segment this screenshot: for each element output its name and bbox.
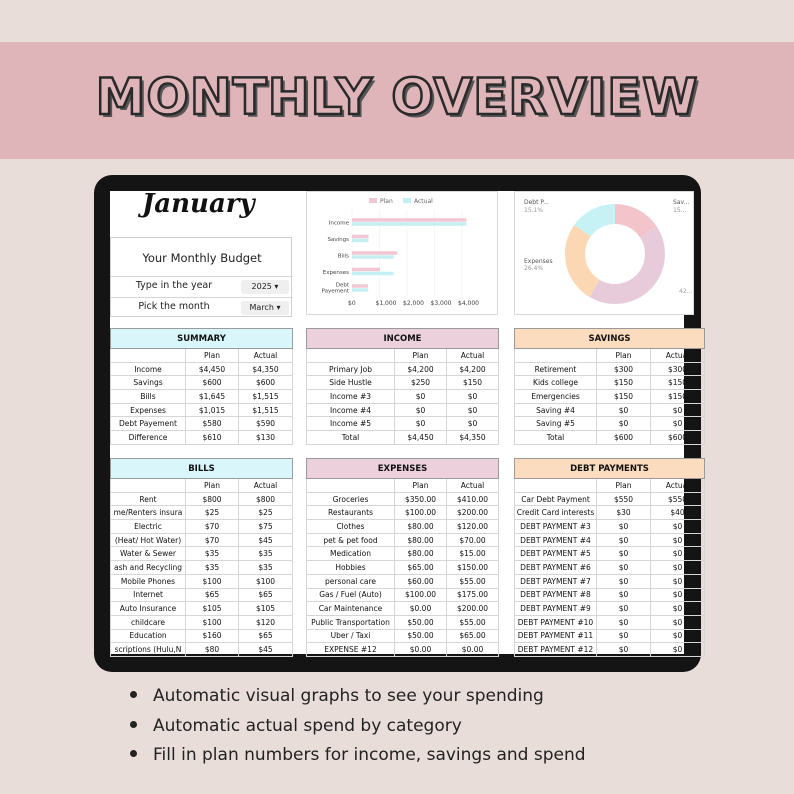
- row-label: Mobile Phones: [111, 574, 186, 588]
- table-row: [111, 602, 293, 616]
- actual-cell[interactable]: $0: [651, 547, 705, 561]
- bullet-dot-icon: [130, 721, 137, 728]
- bar-plan-3: [352, 268, 380, 272]
- plan-cell[interactable]: $50.00: [395, 615, 447, 629]
- table-row: [307, 362, 499, 376]
- table-row: [111, 390, 293, 404]
- actual-cell[interactable]: $70.00: [447, 533, 499, 547]
- plan-cell[interactable]: $1,645: [186, 390, 239, 404]
- plan-cell[interactable]: $80.00: [395, 533, 447, 547]
- row-label: Emergencies: [515, 390, 597, 404]
- plan-cell[interactable]: $100: [186, 615, 239, 629]
- table-row: [307, 533, 499, 547]
- row-label: Expenses: [111, 403, 186, 417]
- row-label: Water & Sewer: [111, 547, 186, 561]
- pie-slice-bills: [590, 226, 665, 304]
- row-label: Electric: [111, 520, 186, 534]
- table-row: [515, 602, 705, 616]
- table-row: [307, 431, 499, 445]
- plan-cell[interactable]: $0.00: [395, 643, 447, 657]
- column-header-plan: Plan: [597, 349, 651, 363]
- category-label: Payement: [321, 288, 349, 295]
- actual-cell[interactable]: $45: [239, 533, 293, 547]
- pie-pct-right: 42...: [679, 288, 693, 295]
- actual-cell[interactable]: $120.00: [447, 520, 499, 534]
- actual-cell[interactable]: $410.00: [447, 492, 499, 506]
- row-label: Public Transportation: [307, 615, 395, 629]
- plan-cell[interactable]: $50.00: [395, 629, 447, 643]
- summary-header: SUMMARY: [111, 329, 293, 349]
- row-label: Credit Card interests: [515, 506, 597, 520]
- actual-cell[interactable]: $0: [651, 602, 705, 616]
- table-row: [111, 520, 293, 534]
- row-label: Bills: [111, 390, 186, 404]
- column-header-blank: [307, 479, 395, 493]
- bar-actual-1: [352, 239, 369, 243]
- row-label: Auto Insurance: [111, 602, 186, 616]
- plan-cell[interactable]: $65.00: [395, 561, 447, 575]
- row-label: Groceries: [307, 492, 395, 506]
- bullet-dot-icon: [130, 691, 137, 698]
- row-label: Retirement: [515, 362, 597, 376]
- row-label: me/Renters insura: [111, 506, 186, 520]
- legend-swatch-actual: [403, 198, 411, 203]
- row-label: Car Maintenance: [307, 602, 395, 616]
- column-header-plan: Plan: [395, 479, 447, 493]
- plan-cell[interactable]: $300: [597, 362, 651, 376]
- row-label: DEBT PAYMENT #6: [515, 561, 597, 575]
- table-row: [307, 506, 499, 520]
- column-header-actual: Actual: [239, 349, 293, 363]
- table-row: [307, 492, 499, 506]
- column-header-actual: Actual: [447, 349, 499, 363]
- plan-cell[interactable]: $4,450: [395, 431, 447, 445]
- bar-plan-0: [352, 218, 466, 222]
- table-row: [307, 629, 499, 643]
- row-label: ash and Recycling: [111, 561, 186, 575]
- plan-cell[interactable]: $0: [395, 417, 447, 431]
- plan-cell[interactable]: $0: [597, 561, 651, 575]
- legend-label-actual: Actual: [414, 198, 433, 205]
- row-label: DEBT PAYMENT #4: [515, 533, 597, 547]
- row-label: Restaurants: [307, 506, 395, 520]
- table-row: [111, 403, 293, 417]
- table-row: [307, 588, 499, 602]
- table-row: [515, 506, 705, 520]
- row-label: Hobbies: [307, 561, 395, 575]
- actual-cell[interactable]: $0: [651, 615, 705, 629]
- pick-month-label: Pick the month: [138, 301, 210, 312]
- actual-cell[interactable]: $120: [239, 615, 293, 629]
- actual-cell[interactable]: $0: [447, 403, 499, 417]
- row-label: Difference: [111, 431, 186, 445]
- plan-cell[interactable]: $0: [597, 547, 651, 561]
- actual-cell[interactable]: $0: [651, 574, 705, 588]
- plan-cell[interactable]: $25: [186, 506, 239, 520]
- actual-cell[interactable]: $45: [239, 643, 293, 657]
- budget-box-title: Your Monthly Budget: [142, 251, 262, 265]
- table-row: [307, 561, 499, 575]
- row-label: DEBT PAYMENT #12: [515, 643, 597, 657]
- table-row: [515, 547, 705, 561]
- plan-cell[interactable]: $70: [186, 520, 239, 534]
- plan-actual-bar-chart: [307, 192, 497, 314]
- actual-cell[interactable]: $130: [239, 431, 293, 445]
- row-label: Income #3: [307, 390, 395, 404]
- year-select[interactable]: 2025 ▾: [241, 280, 289, 294]
- actual-cell[interactable]: $150: [447, 376, 499, 390]
- plan-cell[interactable]: $100: [186, 574, 239, 588]
- row-label: Income #4: [307, 403, 395, 417]
- row-label: (Heat/ Hot Water): [111, 533, 186, 547]
- table-row: [307, 547, 499, 561]
- bar-actual-3: [352, 272, 394, 276]
- x-tick-label: $3,000: [430, 300, 452, 307]
- actual-cell[interactable]: $0: [651, 588, 705, 602]
- actual-cell[interactable]: $1,515: [239, 390, 293, 404]
- row-label: pet & pet food: [307, 533, 395, 547]
- plan-cell[interactable]: $150: [597, 376, 651, 390]
- column-header-actual: Actual: [239, 479, 293, 493]
- actual-cell[interactable]: $300: [651, 362, 705, 376]
- plan-cell[interactable]: $250: [395, 376, 447, 390]
- table-row: [111, 574, 293, 588]
- row-label: EXPENSE #12: [307, 643, 395, 657]
- plan-cell[interactable]: $0: [597, 574, 651, 588]
- table-row: [515, 376, 705, 390]
- plan-cell[interactable]: $0: [597, 533, 651, 547]
- actual-cell[interactable]: $65.00: [447, 629, 499, 643]
- row-label: Saving #4: [515, 403, 597, 417]
- column-header-blank: [515, 349, 597, 363]
- table-row: [515, 629, 705, 643]
- bar-actual-2: [352, 255, 394, 259]
- x-tick-label: $1,000: [375, 300, 397, 307]
- month-title: January: [142, 189, 255, 219]
- table-row: [307, 643, 499, 657]
- actual-cell[interactable]: $200.00: [447, 602, 499, 616]
- actual-cell[interactable]: $65: [239, 629, 293, 643]
- actual-cell[interactable]: $590: [239, 417, 293, 431]
- debt-header: DEBT PAYMENTS: [515, 459, 705, 479]
- row-label: Uber / Taxi: [307, 629, 395, 643]
- table-row: [515, 533, 705, 547]
- row-label: Income #5: [307, 417, 395, 431]
- row-label: Primary Job: [307, 362, 395, 376]
- row-label: Total: [515, 431, 597, 445]
- category-label: Bills: [337, 253, 349, 260]
- actual-cell[interactable]: $4,350: [447, 431, 499, 445]
- row-label: Rent: [111, 492, 186, 506]
- plan-cell[interactable]: $0.00: [395, 602, 447, 616]
- x-tick-label: $4,000: [458, 300, 479, 307]
- plan-cell[interactable]: $0: [597, 417, 651, 431]
- row-label: Kids college: [515, 376, 597, 390]
- table-row: [111, 431, 293, 445]
- plan-cell[interactable]: $0: [395, 390, 447, 404]
- table-row: [111, 561, 293, 575]
- table-row: [515, 574, 705, 588]
- plan-cell[interactable]: $600: [186, 376, 239, 390]
- page-title: MONTHLY OVERVIEW: [95, 68, 699, 126]
- plan-cell[interactable]: $610: [186, 431, 239, 445]
- plan-cell[interactable]: $580: [186, 417, 239, 431]
- plan-cell[interactable]: $60.00: [395, 574, 447, 588]
- savings-table: [514, 328, 705, 445]
- summary-table: [110, 328, 293, 445]
- table-row: [111, 615, 293, 629]
- table-row: [307, 615, 499, 629]
- plan-cell[interactable]: $0: [597, 403, 651, 417]
- row-label: DEBT PAYMENT #10: [515, 615, 597, 629]
- table-row: [307, 390, 499, 404]
- actual-cell[interactable]: $40: [651, 506, 705, 520]
- row-label: personal care: [307, 574, 395, 588]
- plan-cell[interactable]: $35: [186, 561, 239, 575]
- column-header-blank: [307, 349, 395, 363]
- x-tick-label: $0: [348, 300, 356, 307]
- income-header: INCOME: [307, 329, 499, 349]
- plan-cell[interactable]: $30: [597, 506, 651, 520]
- column-header-actual: Actual: [651, 479, 705, 493]
- actual-cell[interactable]: $800: [239, 492, 293, 506]
- bar-plan-1: [352, 235, 369, 239]
- category-label: Income: [328, 220, 349, 227]
- bar-actual-4: [352, 288, 368, 292]
- table-row: [515, 362, 705, 376]
- pie-pct-debt: 15.1%: [524, 207, 544, 214]
- plan-cell[interactable]: $80: [186, 643, 239, 657]
- pie-slice-expenses: [565, 225, 600, 297]
- row-label: Medication: [307, 547, 395, 561]
- table-row: [515, 588, 705, 602]
- table-row: [111, 588, 293, 602]
- pie-label-savings: Sav...: [673, 199, 690, 206]
- actual-cell[interactable]: $65: [239, 588, 293, 602]
- category-label: Savings: [327, 236, 349, 243]
- row-label: Internet: [111, 588, 186, 602]
- x-tick-label: $2,000: [403, 300, 424, 307]
- actual-cell[interactable]: $4,200: [447, 362, 499, 376]
- plan-cell[interactable]: $0: [597, 602, 651, 616]
- column-header-plan: Plan: [186, 349, 239, 363]
- column-header-blank: [515, 479, 597, 493]
- actual-cell[interactable]: $175.00: [447, 588, 499, 602]
- table-row: [111, 643, 293, 657]
- table-row: [515, 431, 705, 445]
- actual-cell[interactable]: $0: [447, 417, 499, 431]
- table-row: [515, 403, 705, 417]
- legend-label-plan: Plan: [380, 198, 393, 205]
- column-header-plan: Plan: [395, 349, 447, 363]
- actual-cell[interactable]: $35: [239, 547, 293, 561]
- actual-cell[interactable]: $0: [651, 403, 705, 417]
- table-row: [515, 520, 705, 534]
- table-row: [515, 417, 705, 431]
- feature-item: Fill in plan numbers for income, savings and spend: [130, 745, 586, 765]
- table-row: [111, 417, 293, 431]
- table-row: [307, 574, 499, 588]
- actual-cell[interactable]: $0: [651, 643, 705, 657]
- row-label: Savings: [111, 376, 186, 390]
- spend-donut-chart: [515, 192, 695, 314]
- row-label: DEBT PAYMENT #11: [515, 629, 597, 643]
- plan-cell[interactable]: $100.00: [395, 506, 447, 520]
- table-row: [111, 629, 293, 643]
- monthly-budget-box: [110, 237, 292, 317]
- savings-header: SAVINGS: [515, 329, 705, 349]
- row-label: childcare: [111, 615, 186, 629]
- actual-cell[interactable]: $600: [239, 376, 293, 390]
- column-header-plan: Plan: [597, 479, 651, 493]
- actual-cell[interactable]: $4,350: [239, 362, 293, 376]
- column-header-plan: Plan: [186, 479, 239, 493]
- feature-item: Automatic visual graphs to see your spending: [130, 686, 544, 706]
- feature-item: Automatic actual spend by category: [130, 716, 462, 736]
- plan-cell[interactable]: $600: [597, 431, 651, 445]
- table-row: [307, 403, 499, 417]
- actual-cell[interactable]: $0: [651, 417, 705, 431]
- plan-cell[interactable]: $350.00: [395, 492, 447, 506]
- plan-cell[interactable]: $0: [597, 588, 651, 602]
- plan-cell[interactable]: $4,200: [395, 362, 447, 376]
- table-row: [515, 390, 705, 404]
- month-select[interactable]: March ▾: [241, 301, 289, 315]
- bar-chart-panel: [306, 191, 498, 315]
- row-label: Car Debt Payment: [515, 492, 597, 506]
- plan-cell[interactable]: $70: [186, 533, 239, 547]
- row-label: DEBT PAYMENT #9: [515, 602, 597, 616]
- actual-cell[interactable]: $35: [239, 561, 293, 575]
- table-row: [515, 643, 705, 657]
- column-header-blank: [111, 349, 186, 363]
- actual-cell[interactable]: $100: [239, 574, 293, 588]
- bar-plan-2: [352, 251, 397, 255]
- actual-cell[interactable]: $150.00: [447, 561, 499, 575]
- plan-cell[interactable]: $0: [597, 643, 651, 657]
- column-header-blank: [111, 479, 186, 493]
- spreadsheet-screen: [110, 189, 693, 655]
- row-label: DEBT PAYMENT #7: [515, 574, 597, 588]
- plan-cell[interactable]: $0: [597, 629, 651, 643]
- actual-cell[interactable]: $0: [651, 520, 705, 534]
- bar-plan-4: [352, 284, 368, 288]
- plan-cell[interactable]: $150: [597, 390, 651, 404]
- table-row: [307, 520, 499, 534]
- row-label: DEBT PAYMENT #3: [515, 520, 597, 534]
- plan-cell[interactable]: $80.00: [395, 520, 447, 534]
- actual-cell[interactable]: $0: [651, 533, 705, 547]
- actual-cell[interactable]: $25: [239, 506, 293, 520]
- row-label: Debt Payement: [111, 417, 186, 431]
- type-year-label: Type in the year: [135, 280, 213, 291]
- plan-cell[interactable]: $0: [597, 520, 651, 534]
- table-row: [111, 376, 293, 390]
- plan-cell[interactable]: $100.00: [395, 588, 447, 602]
- row-label: Education: [111, 629, 186, 643]
- plan-cell[interactable]: $550: [597, 492, 651, 506]
- plan-cell[interactable]: $35: [186, 547, 239, 561]
- table-row: [307, 417, 499, 431]
- actual-cell[interactable]: $0: [651, 561, 705, 575]
- plan-cell[interactable]: $0: [395, 403, 447, 417]
- actual-cell[interactable]: $150: [651, 390, 705, 404]
- row-label: DEBT PAYMENT #5: [515, 547, 597, 561]
- actual-cell[interactable]: $0: [651, 629, 705, 643]
- actual-cell[interactable]: $150: [651, 376, 705, 390]
- table-row: [111, 362, 293, 376]
- row-label: Total: [307, 431, 395, 445]
- plan-cell[interactable]: $800: [186, 492, 239, 506]
- row-label: DEBT PAYMENT #8: [515, 588, 597, 602]
- expenses-table: [306, 458, 499, 657]
- bar-actual-0: [352, 222, 466, 226]
- bills-table: [110, 458, 293, 657]
- actual-cell[interactable]: $55.00: [447, 615, 499, 629]
- plan-cell[interactable]: $105: [186, 602, 239, 616]
- table-row: [515, 492, 705, 506]
- bullet-dot-icon: [130, 750, 137, 757]
- actual-cell[interactable]: $75: [239, 520, 293, 534]
- row-label: scriptions (Hulu,N: [111, 643, 186, 657]
- plan-cell[interactable]: $65: [186, 588, 239, 602]
- row-label: Gas / Fuel (Auto): [307, 588, 395, 602]
- bills-header: BILLS: [111, 459, 293, 479]
- row-label: Income: [111, 362, 186, 376]
- actual-cell[interactable]: $15.00: [447, 547, 499, 561]
- plan-cell[interactable]: $80.00: [395, 547, 447, 561]
- expenses-header: EXPENSES: [307, 459, 499, 479]
- plan-cell[interactable]: $0: [597, 615, 651, 629]
- table-row: [111, 506, 293, 520]
- pie-pct-expenses: 26.4%: [524, 265, 544, 272]
- category-label: Expenses: [322, 269, 349, 276]
- column-header-actual: Actual: [447, 479, 499, 493]
- actual-cell[interactable]: $600: [651, 431, 705, 445]
- pie-pct-savings: 15...: [673, 207, 687, 214]
- actual-cell[interactable]: $200.00: [447, 506, 499, 520]
- actual-cell[interactable]: $55.00: [447, 574, 499, 588]
- row-label: Saving #5: [515, 417, 597, 431]
- pie-chart-panel: [514, 191, 694, 315]
- actual-cell[interactable]: $0: [447, 390, 499, 404]
- plan-cell[interactable]: $160: [186, 629, 239, 643]
- debt-table: [514, 458, 705, 657]
- category-label: Debt: [335, 282, 349, 289]
- table-row: [307, 602, 499, 616]
- pie-label-debt: Debt P...: [524, 199, 549, 206]
- income-table: [306, 328, 499, 445]
- row-label: Clothes: [307, 520, 395, 534]
- table-row: [111, 492, 293, 506]
- table-row: [515, 615, 705, 629]
- actual-cell[interactable]: $1,515: [239, 403, 293, 417]
- table-row: [515, 561, 705, 575]
- plan-cell[interactable]: $4,450: [186, 362, 239, 376]
- legend-swatch-plan: [369, 198, 377, 203]
- table-row: [111, 547, 293, 561]
- actual-cell[interactable]: $105: [239, 602, 293, 616]
- table-row: [307, 376, 499, 390]
- actual-cell[interactable]: $550: [651, 492, 705, 506]
- table-row: [111, 533, 293, 547]
- pie-label-expenses: Expenses: [524, 258, 553, 265]
- column-header-actual: Actual: [651, 349, 705, 363]
- row-label: Side Hustle: [307, 376, 395, 390]
- actual-cell[interactable]: $0.00: [447, 643, 499, 657]
- plan-cell[interactable]: $1,015: [186, 403, 239, 417]
